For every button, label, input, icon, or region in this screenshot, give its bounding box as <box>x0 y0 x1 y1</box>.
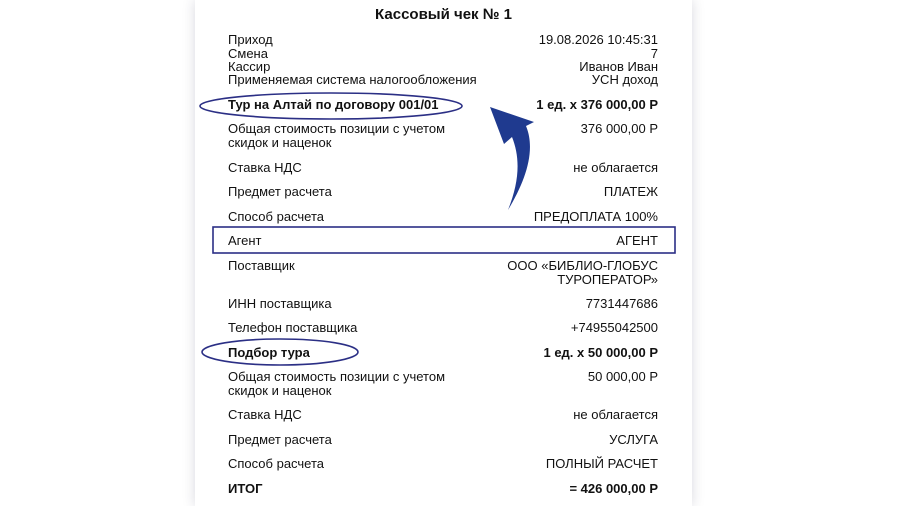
item1-vat-label: Ставка НДС <box>228 160 302 175</box>
item1-method-value: ПРЕДОПЛАТА 100% <box>533 209 658 224</box>
total-row <box>228 482 658 496</box>
item2-qty-price: 1 ед. x 50 000,00 Р <box>543 345 658 360</box>
item1-supplier-label: Поставщик <box>228 258 295 273</box>
item1-inn-label: ИНН поставщика <box>228 296 332 311</box>
arrival-label: Приход <box>228 32 273 47</box>
item2-name: Подбор тура <box>228 345 310 360</box>
item1-method-label: Способ расчета <box>228 209 325 224</box>
item1-phone-value: +74955042500 <box>570 320 658 335</box>
item1-agent-row <box>228 234 658 248</box>
item1-subject-value: ПЛАТЕЖ <box>603 184 658 199</box>
item1-subject-row <box>228 185 658 199</box>
item2-subject-label: Предмет расчета <box>228 432 332 447</box>
item2-name-row <box>228 346 658 360</box>
item1-qty-price: 1 ед. x 376 000,00 Р <box>536 97 658 112</box>
item1-name: Тур на Алтай по договору 001/01 <box>228 97 439 112</box>
item2-total-value: 50 000,00 Р <box>587 369 658 384</box>
item2-method-value: ПОЛНЫЙ РАСЧЕТ <box>545 456 658 471</box>
item1-supplier-value: ООО «БИБЛИО-ГЛОБУС ТУРОПЕРАТОР» <box>507 258 658 287</box>
item1-supplier-row <box>228 259 658 287</box>
arrival-value: 19.08.2026 10:45:31 <box>538 32 658 47</box>
item2-vat-row <box>228 408 658 422</box>
item1-inn-row <box>228 297 658 311</box>
item2-vat-value: не облагается <box>573 407 658 422</box>
receipt-title: Кассовый чек № 1 <box>375 6 512 23</box>
item1-inn-value: 7731447686 <box>585 296 658 311</box>
total-label: ИТОГ <box>228 481 263 496</box>
tax-system-value: УСН доход <box>591 72 658 87</box>
cashier-label: Кассир <box>228 59 271 74</box>
item2-vat-label: Ставка НДС <box>228 407 302 422</box>
item1-total-label: Общая стоимость позиции с учетом скидок и наценок <box>228 121 446 150</box>
item2-total-label: Общая стоимость позиции с учетом скидок и наценок <box>228 369 446 398</box>
item2-total-row <box>228 370 658 398</box>
item1-name-row <box>228 98 658 112</box>
item1-method-row <box>228 210 658 224</box>
item1-vat-row <box>228 161 658 175</box>
item2-method-row <box>228 457 658 471</box>
item1-phone-label: Телефон поставщика <box>228 320 358 335</box>
item1-total-row <box>228 122 658 150</box>
item1-agent-value: АГЕНТ <box>616 233 658 248</box>
item1-agent-label: Агент <box>228 233 262 248</box>
item1-subject-label: Предмет расчета <box>228 184 332 199</box>
item2-subject-row <box>228 433 658 447</box>
row-arrival <box>228 33 658 47</box>
shift-label: Смена <box>228 46 268 61</box>
item1-total-value: 376 000,00 Р <box>580 121 658 136</box>
item1-phone-row <box>228 321 658 335</box>
item1-vat-value: не облагается <box>573 160 658 175</box>
row-tax-system <box>228 73 658 87</box>
item2-subject-value: УСЛУГА <box>609 432 658 447</box>
total-value: = 426 000,00 Р <box>569 481 658 496</box>
cashier-value: Иванов Иван <box>579 59 658 74</box>
shift-value: 7 <box>650 46 658 61</box>
tax-system-label: Применяемая система налогообложения <box>228 72 477 87</box>
item2-method-label: Способ расчета <box>228 456 325 471</box>
